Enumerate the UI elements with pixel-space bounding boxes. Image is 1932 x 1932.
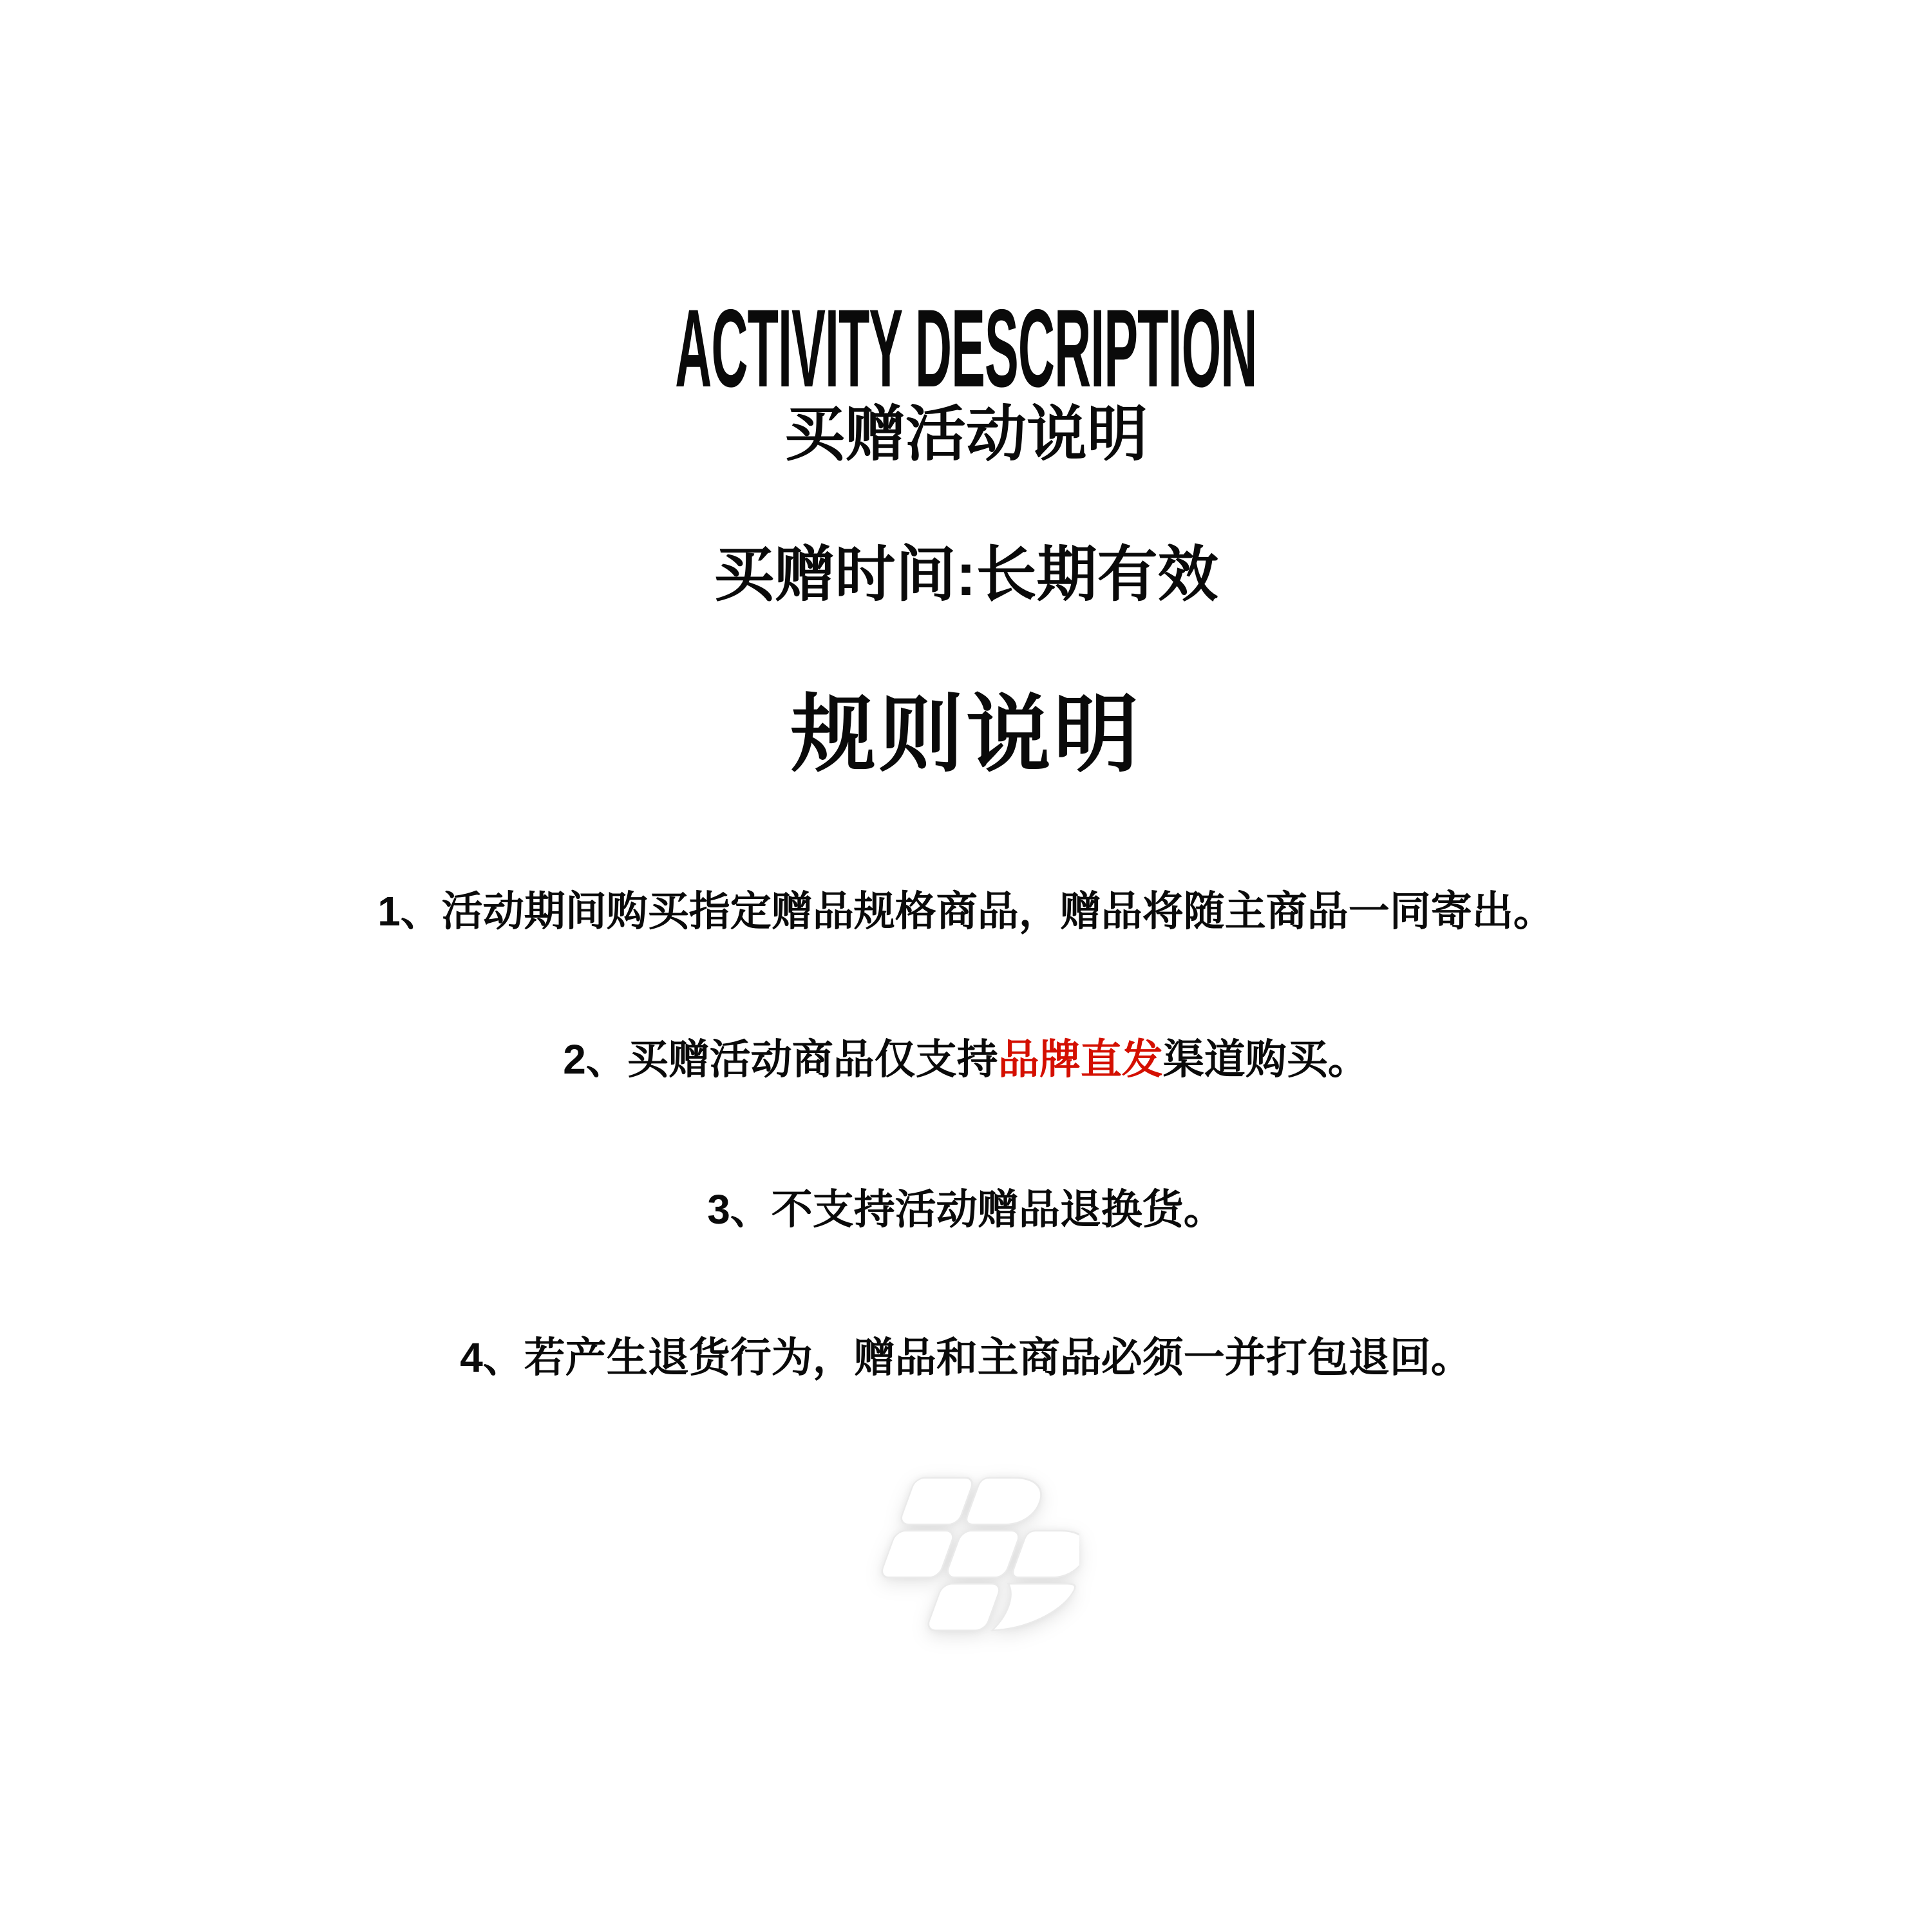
rule-item-4: [0, 1335, 1932, 1380]
rule-item-1: [0, 889, 1932, 934]
rule-2-suffix: 渠道购买。: [1162, 1036, 1369, 1083]
watermark-bowl-tile: [1010, 1531, 1079, 1577]
page-title-en-text: ACTIVITY DESCRIPTION: [675, 287, 1257, 410]
watermark-tile: [879, 1531, 956, 1577]
validity-line: 买赠时间:长期有效: [714, 540, 1218, 608]
watermark-tile: [898, 1478, 975, 1524]
rule-1-text: 1、活动期间购买指定赠品规格商品，赠品将随主商品一同寄出。: [377, 888, 1555, 934]
rule-2-text: 2、买赠活动商品仅支持: [563, 1036, 998, 1083]
rules-heading: 规则说明: [791, 687, 1141, 782]
rule-3-text: 3、不支持活动赠品退换货。: [707, 1186, 1225, 1233]
page-title-zh: 买赠活动说明: [784, 400, 1148, 468]
rule-2-highlight: 品牌直发: [998, 1036, 1163, 1083]
rule-item-2: [0, 1037, 1932, 1082]
watermark-tile: [945, 1531, 1021, 1577]
brand-logo-watermark-icon: [858, 1476, 1079, 1634]
rule-item-3: [0, 1187, 1932, 1232]
watermark-tile: [925, 1584, 1002, 1630]
watermark-leg-tile: [991, 1584, 1076, 1630]
page-title-en: [0, 287, 1932, 410]
watermark-bowl-tile: [964, 1478, 1048, 1524]
rule-4-text: 4、若产生退货行为，赠品和主商品必须一并打包退回。: [460, 1334, 1472, 1381]
